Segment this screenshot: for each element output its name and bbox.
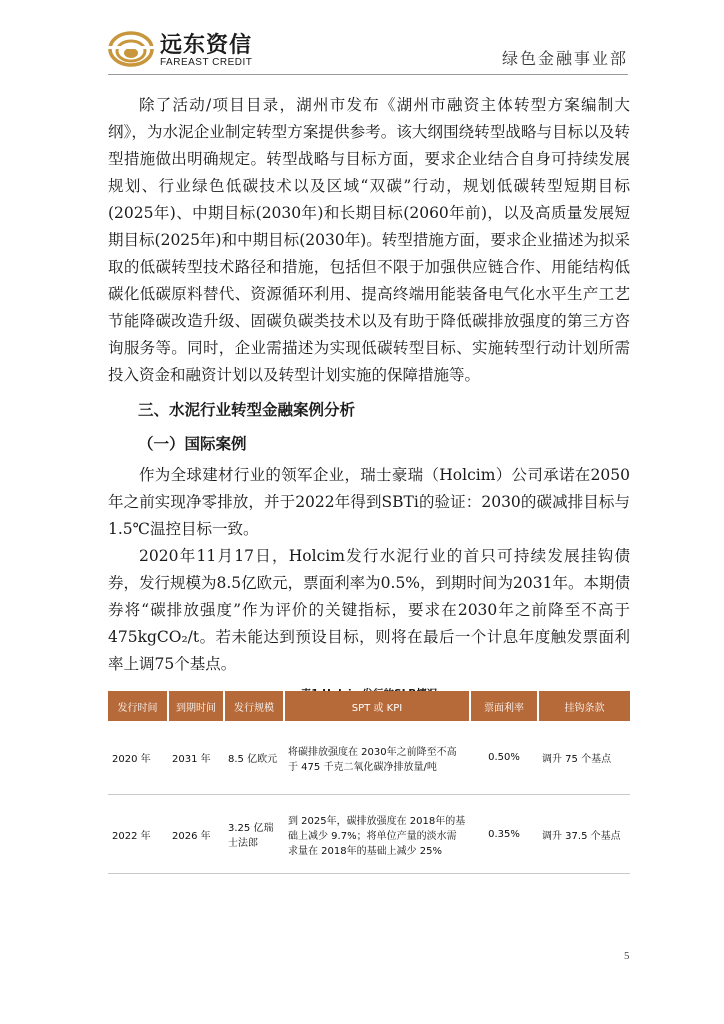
subsection-heading: （一）国际案例 — [138, 435, 247, 453]
cell-spt-kpi: 到 2025年，碳排放强度在 2018年的基础上减少 9.7%；将单位产量的淡水需求量在 2018年的基础上减少 25% — [284, 795, 470, 874]
fareast-logo-icon — [108, 30, 154, 68]
cell-issue-size: 3.25 亿瑞士法郎 — [224, 795, 284, 874]
paragraph-huzhou-guideline: 除了活动/项目目录，湖州市发布《湖州市融资主体转型方案编制大纲》，为水泥企业制定转型方案提供参考。该大纲围绕转型战略与目标以及转型措施做出明确规定。转型战略与目标方面，要求企业结合自身可持续发展规划、行业绿色低碳技术以及区域“双碳”行动，规划低碳转型短期目标(2025年)、中期目标(2030年)和长期目标(2060年前)，以及高质量发展短期目标(2025年)和中期目标(2030年)。转型措施方面，要求企业描述为拟采取的低碳转型技术路径和措施，包括但不限于加强供应链合作、用能结构低碳化低碳原料替代、资源循环利用、提高终端用能装备电气化水平生产工艺节能降碳改造升级、固碳负碳类技术以及有助于降低碳排放强度的第三方咨询服务等。同时，企业需描述为实现低碳转型目标、实施转型行动计划所需投入资金和融资计划以及转型计划实施的保障措施等。 — [108, 96, 630, 384]
table-row — [108, 721, 630, 795]
header-issue-date: 发行时间 — [108, 691, 168, 721]
header-spt-kpi: SPT 或 KPI — [284, 691, 470, 721]
header-maturity-date: 到期时间 — [168, 691, 224, 721]
cell-issue-date: 2022 年 — [108, 795, 168, 874]
paragraph-holcim-bond: 2020年11月17日，Holcim发行水泥行业的首只可持续发展挂钩债券，发行规模为8.5亿欧元，票面利率为0.5%，到期时间为2031年。本期债券将“碳排放强度”作为评价的关键指标，要求在2030年之前降至不高于475kgCO₂/t。若未能达到预设目标，则将在最后一个计息年度触发票面利率上调75个基点。 — [108, 547, 630, 673]
cell-maturity-date: 2031 年 — [168, 721, 224, 795]
header-issue-size: 发行规模 — [224, 691, 284, 721]
cell-linked-clause: 调升 75 个基点 — [538, 721, 630, 795]
cell-maturity-date: 2026 年 — [168, 795, 224, 874]
header-divider — [108, 74, 628, 75]
table-row — [108, 795, 630, 874]
table-header-row — [108, 691, 630, 721]
cell-issue-size: 8.5 亿欧元 — [224, 721, 284, 795]
header-linked-clause: 挂钩条款 — [538, 691, 630, 721]
logo-chinese-name: 远东资信 — [160, 33, 253, 58]
document-body — [108, 92, 630, 709]
cell-coupon-rate: 0.50% — [470, 721, 538, 795]
page-header — [0, 0, 724, 80]
paragraph-holcim-intro: 作为全球建材行业的领军企业，瑞士豪瑞（Holcim）公司承诺在2050年之前实现净零排放，并于2022年得到SBTi的验证：2030的碳减排目标与1.5℃温控目标一致。 — [108, 466, 630, 538]
page-number: 5 — [624, 950, 630, 962]
cell-linked-clause: 调升 37.5 个基点 — [538, 795, 630, 874]
logo-english-name: FAREAST CREDIT — [160, 57, 253, 68]
cell-issue-date: 2020 年 — [108, 721, 168, 795]
department-name: 绿色金融事业部 — [501, 49, 628, 68]
section-heading: 三、水泥行业转型金融案例分析 — [138, 401, 356, 419]
cell-coupon-rate: 0.35% — [470, 795, 538, 874]
header-coupon-rate: 票面利率 — [470, 691, 538, 721]
cell-spt-kpi: 将碳排放强度在 2030年之前降至不高于 475 千克二氧化碳净排放量/吨 — [284, 721, 470, 795]
company-logo — [108, 28, 258, 72]
slb-table — [108, 691, 630, 874]
